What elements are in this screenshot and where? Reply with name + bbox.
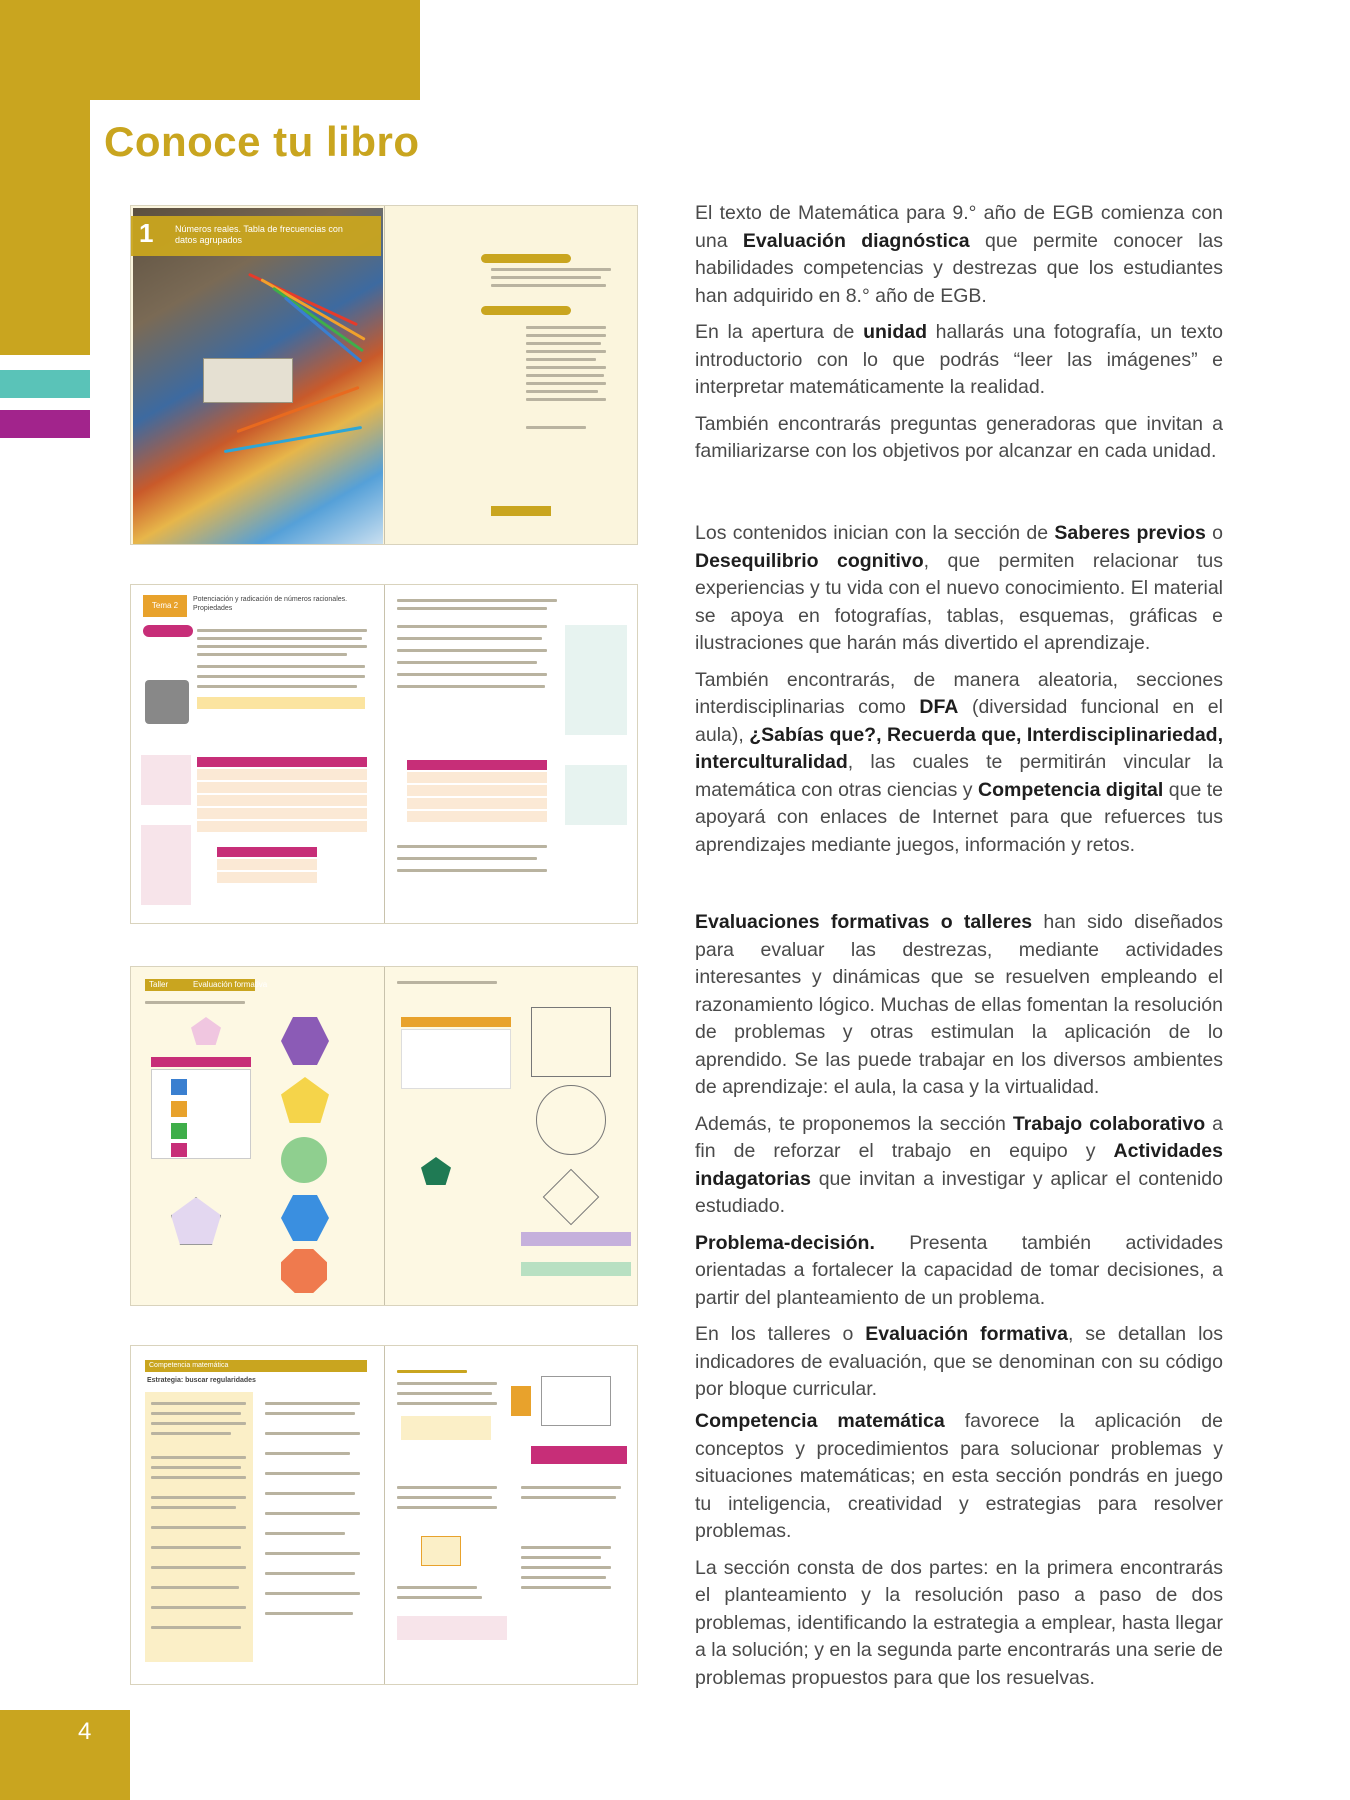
text-run: que invitan a investigar y aplicar el contenido estudiado. [695,1167,1223,1217]
paragraph [695,1555,1223,1693]
paragraph [695,909,1223,1102]
bold-term: ¿Sabías que?, Recuerda que, Interdisciplinariedad, interculturalidad [695,723,1223,773]
electronics-photo [133,208,383,544]
bold-term: Competencia matemática [695,1410,945,1432]
thumbnail-workshop-pages [130,966,638,1306]
bold-term: Evaluación formativa [865,1323,1068,1345]
bold-term: Actividades indagatorias [695,1140,1223,1190]
page-title: Conoce tu libro [104,118,420,165]
paragraph [695,1321,1223,1404]
text-run: Presenta también actividades orientadas a fortalecer la capacidad de tomar decisiones, a partir del planteamiento de un problema. [695,1231,1223,1309]
text-run: a fin de reforzar el trabajo en equipo y [695,1112,1223,1162]
theme-heading: Potenciación y radicación de números racionales. Propiedades [193,596,348,612]
paragraph [695,1230,1223,1313]
workshop-heading: Evaluación formativa [193,980,268,989]
text-run: También encontrarás, de manera aleatoria, secciones interdisciplinarias como [695,668,1223,718]
section-contents [695,520,1223,868]
bold-term: Evaluación diagnóstica [742,229,970,252]
text-run: Los contenidos inician con la sección de [695,522,1055,544]
text-run: En los talleres o [695,1323,866,1345]
bold-term: DFA [919,696,959,718]
bold-term: Competencia digital [978,778,1164,801]
breadboard [203,358,293,403]
thumbnail-competence-pages [130,1345,638,1685]
magenta-accent-bar [0,410,90,438]
teal-accent-bar [0,370,90,398]
paragraph [695,520,1223,658]
unit-heading: Números reales. Tabla de frecuencias con datos agrupados [175,224,343,245]
text-run: En la apertura de [695,321,864,343]
text-run: que te apoyará con enlaces de Internet para que refuerces tus aprendizajes mediante juegos, información y retos. [695,778,1223,856]
text-run: o [1205,522,1224,544]
unit-number: 1 [139,218,154,248]
bold-term: Trabajo colaborativo [1012,1112,1206,1135]
gold-footer-block [0,1710,130,1800]
bold-term: Desequilibrio cognitivo [695,549,924,572]
paragraph [695,667,1223,860]
section-math-competence [695,1408,1223,1701]
theme-badge: Tema 2 [143,595,187,617]
paragraph [695,319,1223,402]
paragraph [695,1111,1223,1221]
text-run: han sido diseñados para evaluar las destrezas, mediante actividades interesantes y dinámicas que se resuelven empleando el razonamiento lógico. Muchas de ellas fomentan la resolución de problemas y otras estimulan la aplicación de lo aprendido. Se las puede trabajar en los diversos ambientes de aprendizaje: el aula, la casa y la virtualidad. [695,911,1224,1098]
section-formative-evaluation [695,909,1223,1413]
text-run: , se detallan los indicadores de evaluación, que se denominan con su código por bloque curricular. [695,1323,1224,1400]
text-run: La sección consta de dos partes: en la primera encontrarás el planteamiento y la resolución paso a paso de dos problemas, identificando la estrategia a emplear, hasta llegar a la solución; y en la segunda parte encontrarás una serie de problemas propuestos para que los resuelvas. [695,1556,1223,1689]
text-run: hallarás una fotografía, un texto introductorio con lo que podrás “leer las imágenes” e interpretar matemáticamente la realidad. [695,321,1223,398]
text-run: , que permiten relacionar tus experiencias y tu vida con el nuevo conocimiento. El material se apoya en fotografías, tablas, esquemas, gráficas e ilustraciones que harán más divertido el aprendizaje. [695,549,1223,654]
text-run: Además, te proponemos la sección [695,1112,1013,1135]
thumbnail-unit-opening [130,205,638,545]
paragraph [695,1408,1223,1546]
text-run: favorece la aplicación de conceptos y procedimientos para solucionar problemas y situaciones matemáticas; en esta sección pondrás en juego tu inteligencia, creatividad y estrategias para resolver problemas. [695,1410,1223,1542]
competence-heading: Estrategia: buscar regularidades [147,1377,256,1384]
bold-term: unidad [863,321,927,343]
gold-side-block [0,0,90,355]
competence-badge: Competencia matemática [149,1362,229,1369]
page-number: 4 [78,1718,92,1745]
workshop-badge: Taller [149,980,169,989]
text-run: que permite conocer las habilidades competencias y destrezas que los estudiantes han adquirido en 8.° año de EGB. [695,229,1224,307]
illustration [145,680,189,724]
section-diagnostic-unit [695,200,1223,475]
paragraph [695,200,1223,310]
text-run: (diversidad funcional en el aula), [695,696,1223,746]
thumbnail-content-pages [130,584,638,924]
bold-term: Problema-decisión. [695,1231,875,1254]
bold-term: Saberes previos [1054,522,1206,544]
text-run: También encontrarás preguntas generadoras que invitan a familiarizarse con los objetivos por alcanzar en cada unidad. [695,412,1223,462]
text-run: , las cuales te permitirán vincular la matemática con otras ciencias y [695,751,1223,801]
paragraph [695,411,1223,466]
text-run: El texto de Matemática para 9.° año de EGB comienza con una [695,202,1223,252]
bold-term: Evaluaciones formativas o talleres [695,911,1033,933]
